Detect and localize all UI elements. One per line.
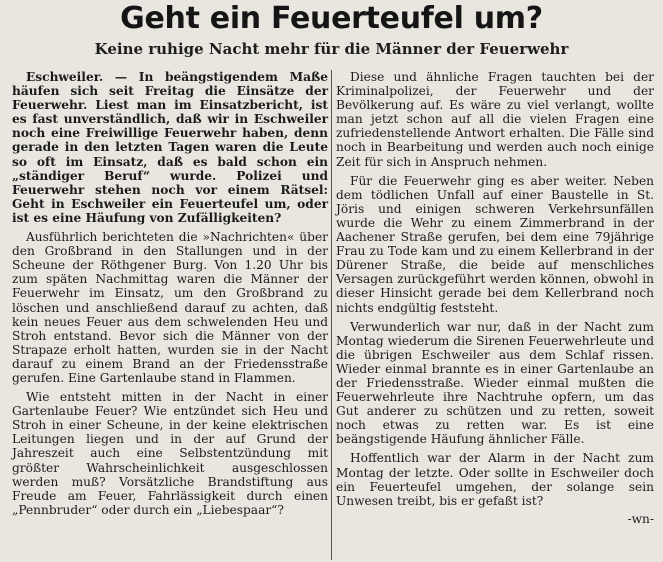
author-signature: -wn- bbox=[627, 511, 654, 526]
left-column bbox=[12, 70, 328, 522]
headline: Geht ein Feuerteufel um? bbox=[120, 1, 543, 36]
body-paragraph: Diese und ähnliche Fragen tauchten bei der Kriminalpolizei, der Feuerwehr und der Bevölkerung auf. Es wäre zu viel verlangt, wollte man jetzt schon auf all die vielen Fragen eine zufriedenstellende Antwort erhalten. Die Fälle sind noch in Bearbeitung und werden auch noch einige Zeit für sich in Anspruch nehmen. bbox=[336, 70, 654, 169]
body-paragraph: Wie entsteht mitten in der Nacht in einer Gartenlaube Feuer? Wie entzündet sich Heu und Stroh in einer Scheune, in der keine elektrischen Leitungen liegen und in der auf Grund der Jahreszeit auch eine Selbstentzündung mit größter Wahrscheinlichkeit ausgeschlossen werden muß? Vorsätzliche Brandstiftung aus Freude am Feuer, Fahrlässigkeit durch einen „Pennbruder“ oder durch ein „Liebespaar“? bbox=[12, 390, 328, 517]
column-divider bbox=[331, 70, 332, 560]
lead-paragraph: Eschweiler. — In beängstigendem Maße häufen sich seit Freitag die Einsätze der Feuerwehr. Liest man im Einsatzbericht, ist es fast unverständlich, daß wir in Eschweiler noch eine Freiwillige Feuerwehr haben, denn gerade in den letzten Tagen waren die Leute so oft im Einsatz, daß es bald schon ein „ständiger Beruf“ wurde. Polizei und Feuerwehr stehen noch vor einem Rätsel: Geht in Eschweiler ein Feuerteufel um, oder ist es eine Häufung von Zufälligkeiten? bbox=[12, 70, 328, 225]
body-paragraph: Ausführlich berichteten die »Nachrichten« über den Großbrand in den Stallungen und in der Scheune der Röthgener Burg. Von 1.20 Uhr bis zum späten Nachmittag waren die Männer der Feuerwehr im Einsatz, um den Großbrand zu löschen und anschließend darauf zu achten, daß kein neues Feuer aus dem schwelenden Heu und Stroh entstand. Bevor sich die Männer von der Strapaze erholt hatten, wurden sie in der Nacht darauf zu einem Brand an der Friedensstraße gerufen. Eine Gartenlaube stand in Flammen. bbox=[12, 230, 328, 385]
right-column bbox=[336, 70, 654, 526]
body-paragraph: Für die Feuerwehr ging es aber weiter. Neben dem tödlichen Unfall auf einer Baustelle in St. Jöris und einigen schweren Verkehrsunfällen wurde die Wehr zu einem Zimmerbrand in der Aachener Straße gerufen, bei dem eine 79jährige Frau zu Tode kam und zu einem Kellerbrand in der Dürener Straße, die beide auf menschliches Versagen zurückgeführt werden können, obwohl in dieser Hinsicht gerade bei dem Kellerbrand noch nichts endgültig feststeht. bbox=[336, 173, 654, 315]
subheadline: Keine ruhige Nacht mehr für die Männer der Feuerwehr bbox=[94, 40, 569, 58]
body-paragraph: Hoffentlich war der Alarm in der Nacht zum Montag der letzte. Oder sollte in Eschweiler doch ein Feuerteufel umgehen, der solange sein Unwesen treibt, bis er gefaßt ist? bbox=[336, 451, 654, 508]
body-paragraph: Verwunderlich war nur, daß in der Nacht zum Montag wiederum die Sirenen Feuerwehrleute und die übrigen Eschweiler aus dem Schlaf rissen. Wieder einmal brannte es in einer Gartenlaube an der Friedensstraße. Wieder einmal mußten die Feuerwehrleute ihre Nachtruhe opfern, um das Gut anderer zu schützen und zu retten, soweit noch etwas zu retten war. Es ist eine beängstigende Häufung ähnlicher Fälle. bbox=[336, 319, 654, 447]
